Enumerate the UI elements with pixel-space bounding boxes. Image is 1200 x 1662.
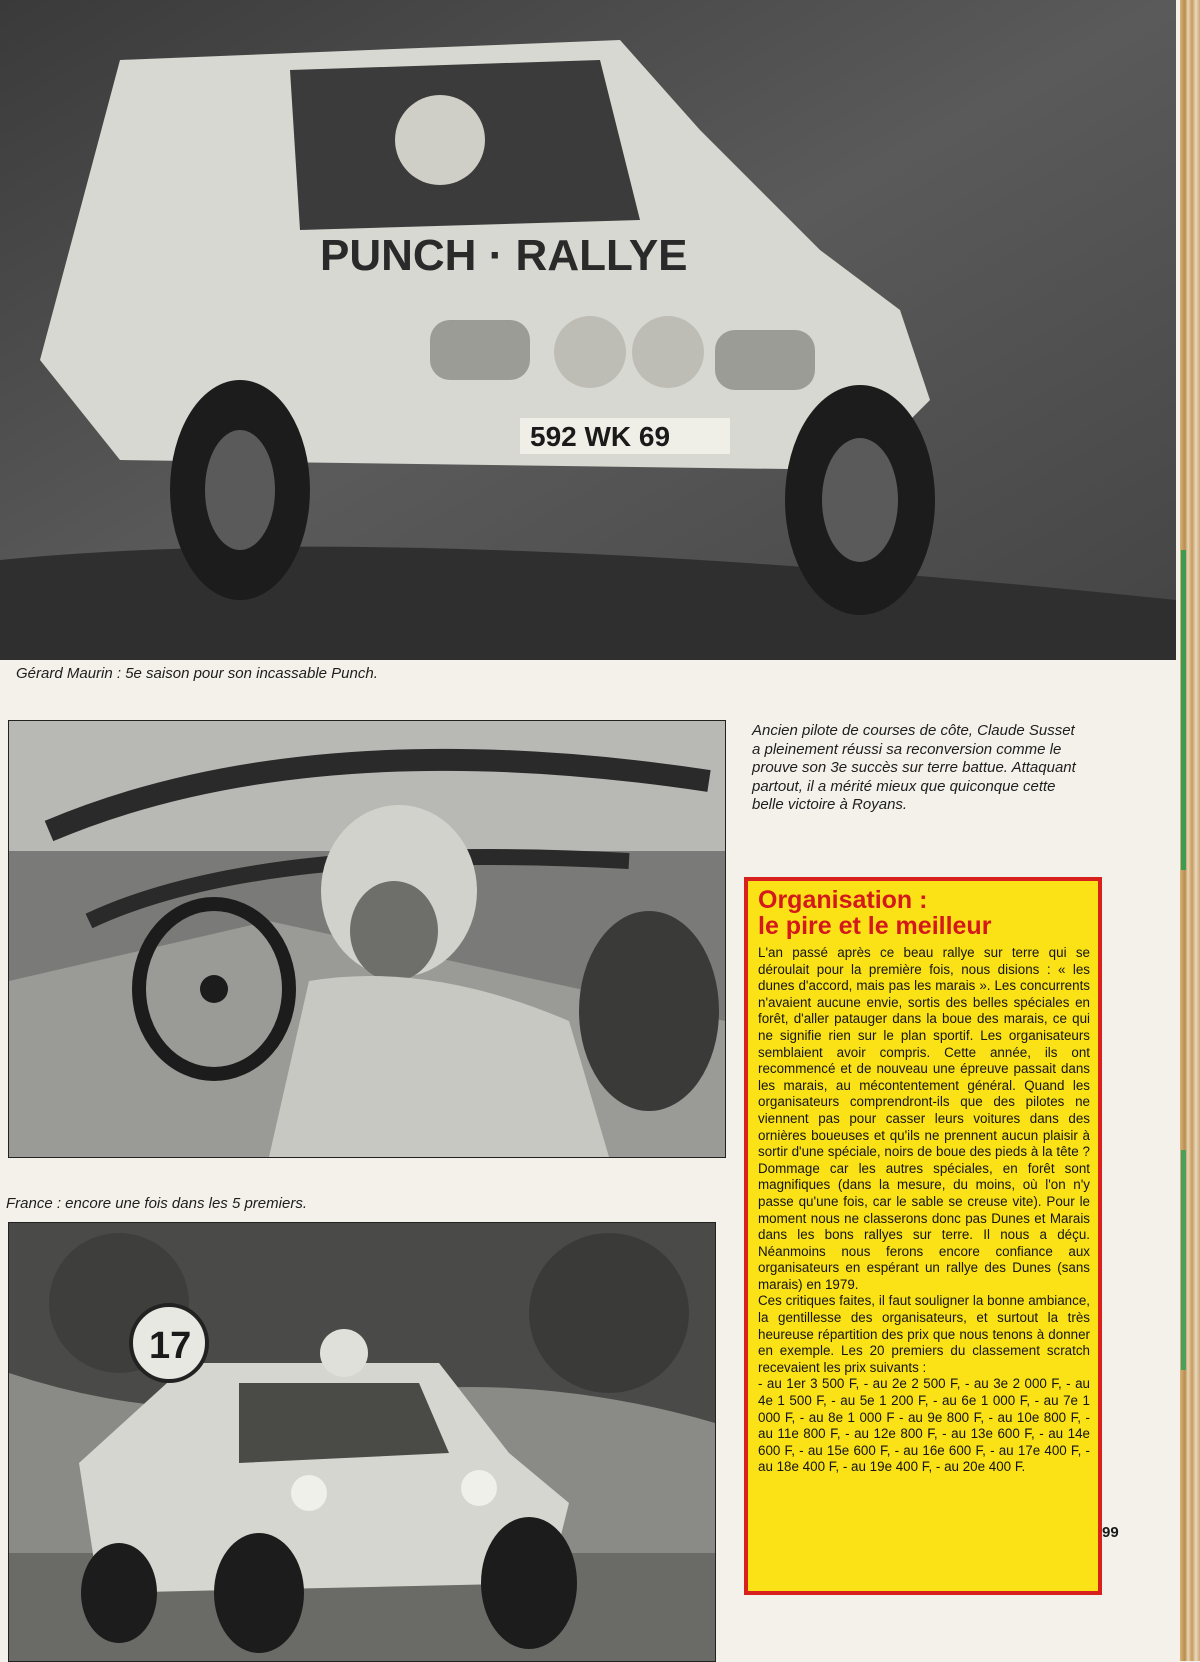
article-box [744, 877, 1102, 1595]
box-title-line2: le pire et le meilleur [758, 912, 992, 940]
edge-stripe-green-lower [1181, 1150, 1186, 1370]
box-title [758, 887, 1090, 939]
prize-list: - au 1er 3 500 F, - au 2e 2 500 F, - au 3e 2 000 F, - au 4e 1 500 F, - au 5e 1 200 F, - au 6e 1 000 F, - au 7e 1 000 F, - au 8e 1 000 F - au 9e 800 F, - au 10e 800 F, - au 11e 800 F, - au 12e 800 F, - au 13e 600 F, - au 14e 600 F, - au 15e 600 F, - au 16e 600 F, - au 17e 400 F, - au 18e 400 F, - au 19e 400 F, - au 20e 400 F. [758, 1376, 1090, 1475]
driver-photo-image [9, 721, 725, 1157]
intro-text: Ancien pilote de courses de côte, Claude Susset a pleinement réussi sa reconversion comme le prouve son 3e succès sur terre battue. Attaquant partout, il a mérité mieux que quiconque cette belle victoire à Royans. [752, 722, 1076, 814]
box-paragraph-1: L'an passé après ce beau rallye sur terre qui se déroulait pour la première fois, nous disions : « les dunes d'accord, mais pas les marais ». Les concurrents n'avaient aucune envie, sortis des belles spéciales en forêt, d'aller patauger dans la boue des marais, ce qui ne signifie rien sur le plan sportif. Les organisateurs semblaient avoir compris. Cette année, ils ont recommencé et de nouveau une épreuve passait dans les marais, au mécontentement général. Quand les organisateurs comprendront-ils que des pilotes ne viennent pas pour casser leurs voitures dans des ornières boueuses et qu'ils ne prennent aucun plaisir à sortir d'une spéciale, noirs de boue des pieds à la tête ? Dommage car les autres spéciales, en forêt sont magnifiques (dans la mesure, du moins, où l'on n'y passe qu'une fois, car le sable se creuse vite). Pour le moment nous ne classerons donc pas Dunes et Marais dans les bons rallyes sur terre. Il nous a déçu. Néanmoins nous ferons encore confiance aux organisateurs en espérant un rallye des Dunes (sans marais) en 1979. [758, 945, 1090, 1292]
svg-text:592 WK 69: 592 WK 69 [530, 421, 671, 452]
photo-driver [8, 720, 726, 1158]
buggy-number-photo-image [9, 1223, 715, 1661]
box-paragraph-2: Ces critiques faites, il faut souligner la bonne ambiance, la gentillesse des organisateurs, et surtout la très heureuse répartition des prix que nous tenons à donner en exemple. Les 20 premiers du classement scratch recevaient les prix suivants : [758, 1293, 1090, 1375]
svg-text:17: 17 [149, 1325, 192, 1367]
svg-text:PUNCH · RALLYE: PUNCH · RALLYE [320, 231, 688, 280]
edge-stripe-green [1181, 550, 1186, 870]
box-title-line1: Organisation : [758, 886, 928, 914]
buggy-photo-image [0, 0, 1176, 660]
photo-buggy-punch [0, 0, 1176, 660]
caption-middle: France : encore une fois dans les 5 premiers. [6, 1195, 307, 1212]
page-number: 99 [1102, 1524, 1119, 1541]
photo-buggy-number [8, 1222, 716, 1662]
caption-top: Gérard Maurin : 5e saison pour son incassable Punch. [16, 665, 378, 682]
